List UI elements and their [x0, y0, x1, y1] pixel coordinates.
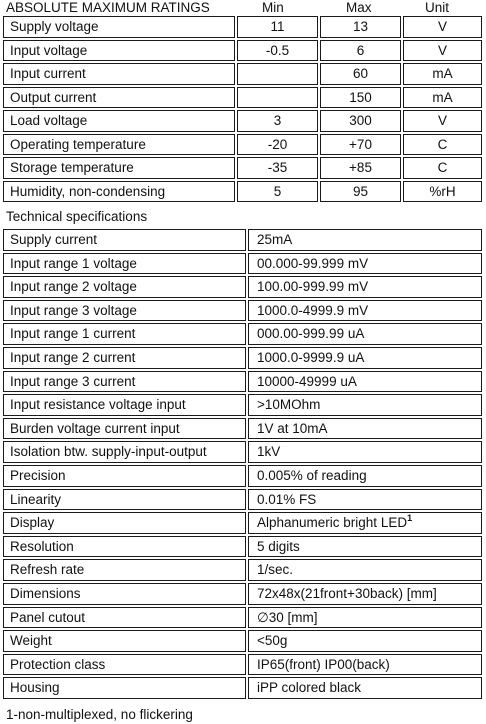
specs-value-text: 000.00-999.99 uA [257, 326, 365, 342]
specs-cell-value [248, 371, 482, 393]
specs-cell-param: Input range 2 current [3, 347, 246, 369]
specs-cell-param: Housing [3, 677, 246, 699]
specs-cell-param: Input range 1 voltage [3, 253, 246, 275]
ratings-cell-min: 3 [237, 110, 318, 132]
ratings-cell-min: 11 [237, 16, 318, 38]
ratings-header-row [0, 0, 486, 15]
specs-cell-param: Burden voltage current input [3, 418, 246, 440]
footnote-marker: 1 [407, 512, 413, 523]
ratings-cell-unit: mA [403, 63, 482, 85]
specs-cell-value [248, 536, 482, 558]
ratings-cell-unit: C [403, 134, 482, 156]
ratings-cell-min [237, 87, 318, 109]
column-header-min: Min [262, 0, 284, 15]
ratings-cell-unit: mA [403, 87, 482, 109]
ratings-cell-param: Operating temperature [3, 134, 235, 156]
specs-cell-param: Protection class [3, 654, 246, 676]
specs-value-text: 0.01% FS [257, 491, 317, 507]
ratings-cell-min: -20 [237, 134, 318, 156]
ratings-cell-max: +85 [320, 157, 401, 179]
specs-cell-param: Input range 2 voltage [3, 276, 246, 298]
ratings-cell-unit: V [403, 110, 482, 132]
specs-value-text: 72x48x(21front+30back) [mm] [257, 586, 437, 601]
specs-cell-param: Input resistance voltage input [3, 394, 246, 416]
ratings-cell-max: 60 [320, 63, 401, 85]
specs-cell-value [248, 394, 482, 416]
ratings-cell-unit: %rH [403, 181, 482, 203]
specs-cell-param: Panel cutout [3, 607, 246, 629]
ratings-cell-param: Output current [3, 87, 235, 109]
specs-cell-value [248, 654, 482, 676]
specs-value-text: IP65(front) IP00(back) [257, 656, 390, 672]
specs-cell-param: Linearity [3, 489, 246, 511]
specs-value-text: 1/sec. [257, 562, 294, 578]
ratings-cell-unit: C [403, 157, 482, 179]
specs-value-text: ∅30 [mm] [257, 609, 318, 625]
ratings-cell-max: +70 [320, 134, 401, 156]
ratings-cell-min: -35 [237, 157, 318, 179]
specs-value-text: >10MOhm [257, 397, 321, 413]
ratings-cell-max: 6 [320, 40, 401, 62]
specs-cell-param: Input range 1 current [3, 323, 246, 345]
specs-value-text: 100.00-999.99 mV [257, 279, 369, 295]
column-header-unit: Unit [425, 0, 450, 15]
column-header-max: Max [346, 0, 372, 15]
ratings-cell-min: 5 [237, 181, 318, 203]
specs-cell-value [248, 418, 482, 440]
ratings-cell-max: 13 [320, 16, 401, 38]
ratings-cell-max: 150 [320, 87, 401, 109]
specs-value-text: iPP colored black [257, 680, 362, 696]
specs-value-text: 00.000-99.999 mV [257, 255, 369, 271]
specs-title: Technical specifications [6, 209, 148, 224]
specs-cell-value [248, 347, 482, 369]
specs-cell-value [248, 583, 482, 605]
ratings-cell-param: Storage temperature [3, 157, 235, 179]
ratings-cell-max: 95 [320, 181, 401, 203]
specs-cell-value [248, 489, 482, 511]
specs-value-text: Alphanumeric bright LED [257, 515, 408, 531]
ratings-cell-param: Supply voltage [3, 16, 235, 38]
ratings-cell-max: 300 [320, 110, 401, 132]
specs-cell-param: Supply current [3, 229, 246, 251]
specs-value-text: <50g [257, 633, 288, 649]
ratings-title: ABSOLUTE MAXIMUM RATINGS [6, 0, 210, 15]
specs-cell-param: Isolation btw. supply-input-output [3, 441, 246, 463]
footnote: 1-non-multiplexed, no flickering [6, 707, 193, 722]
specs-cell-value [248, 607, 482, 629]
ratings-cell-param: Input voltage [3, 40, 235, 62]
specs-value-text: 25mA [257, 232, 293, 247]
ratings-cell-unit: V [403, 40, 482, 62]
specs-cell-value [248, 323, 482, 345]
specs-cell-value [248, 630, 482, 652]
specs-value-text: 1V at 10mA [257, 420, 328, 436]
specs-cell-param: Input range 3 current [3, 371, 246, 393]
specs-cell-param: Dimensions [3, 583, 246, 605]
ratings-cell-param: Input current [3, 63, 235, 85]
specs-cell-param: Resolution [3, 536, 246, 558]
specs-value-text: 1kV [257, 444, 281, 460]
specs-cell-param: Display [3, 512, 246, 534]
specs-cell-value [248, 677, 482, 699]
specs-cell-param: Weight [3, 630, 246, 652]
specs-cell-value [248, 441, 482, 463]
specs-cell-value [248, 559, 482, 581]
specs-cell-param: Precision [3, 465, 246, 487]
specs-cell-param: Input range 3 voltage [3, 300, 246, 322]
ratings-cell-min [237, 63, 318, 85]
specs-cell-param: Refresh rate [3, 559, 246, 581]
specs-value-text: 0.005% of reading [257, 468, 367, 483]
ratings-cell-param: Humidity, non-condensing [3, 181, 235, 203]
ratings-cell-min: -0.5 [237, 40, 318, 62]
specs-value-text: 10000-49999 uA [257, 373, 357, 389]
specs-value-text: 1000.0-4999.9 mV [257, 302, 369, 318]
ratings-cell-unit: V [403, 16, 482, 38]
specs-cell-value [248, 229, 482, 251]
specs-cell-value [248, 300, 482, 322]
ratings-cell-param: Load voltage [3, 110, 235, 132]
specs-cell-value [248, 512, 482, 534]
specs-value-text: 5 digits [257, 538, 300, 554]
specs-cell-value [248, 465, 482, 487]
specs-cell-value [248, 253, 482, 275]
specs-cell-value [248, 276, 482, 298]
specs-value-text: 1000.0-9999.9 uA [257, 350, 365, 365]
